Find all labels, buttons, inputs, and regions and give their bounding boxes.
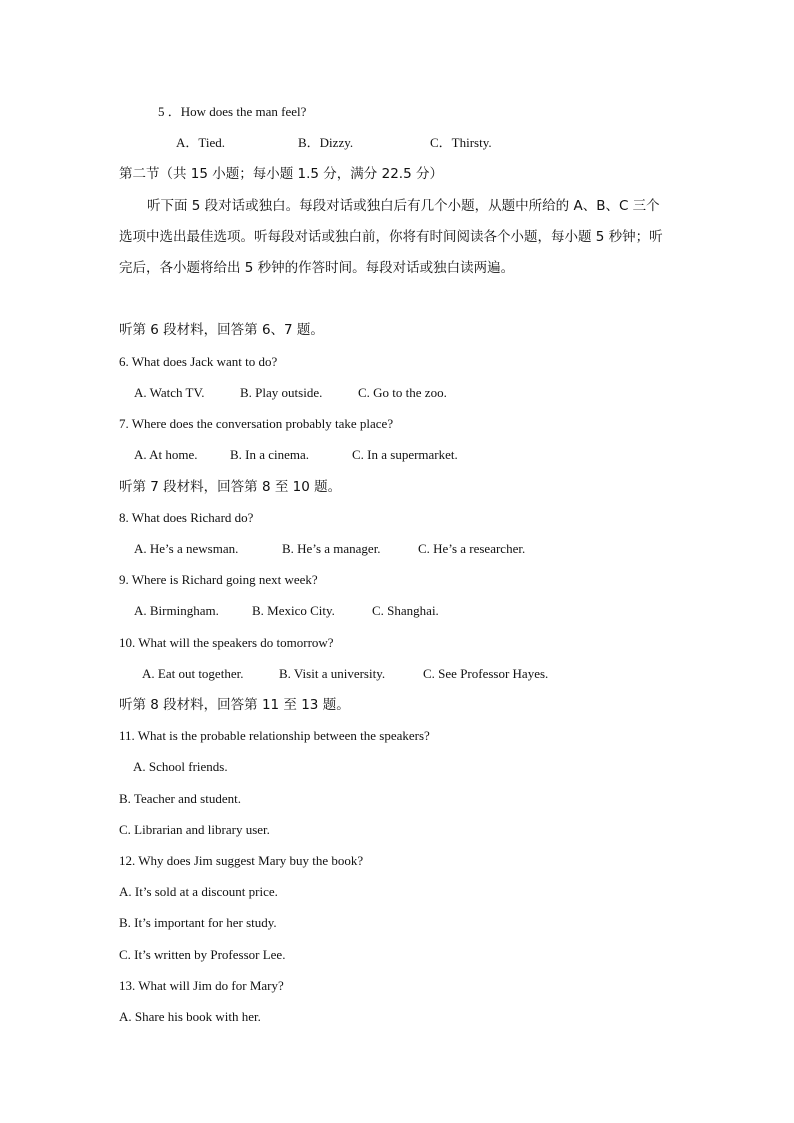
q6-option-b: B. Play outside. [240,385,323,400]
section2-instruction-line-3: 完后，各小题将给出 5 秒钟的作答时间。每段对话或独白读两遍。 [119,260,515,276]
q13-stem: 13. What will Jim do for Mary? [119,978,284,993]
q12-option-a: A. It’s sold at a discount price. [119,884,278,899]
q10-option-a: A. Eat out together. [142,666,244,681]
q12-stem: 12. Why does Jim suggest Mary buy the book? [119,853,364,868]
q6-stem: 6. What does Jack want to do? [119,354,278,369]
q9-stem: 9. Where is Richard going next week? [119,572,318,587]
q10-option-c: C. See Professor Hayes. [423,666,549,681]
q7-stem: 7. Where does the conversation probably take place? [119,416,394,431]
q5-option-b: B．Dizzy. [298,135,354,150]
section2-instruction-line-1: 听下面 5 段对话或独白。每段对话或独白后有几个小题，从题中所给的 A、B、C 三个 [147,198,660,214]
q6-option-c: C. Go to the zoo. [358,385,447,400]
q8-option-c: C. He’s a researcher. [418,541,526,556]
q5-option-a: A．Tied. [176,135,226,150]
q5-stem: 5 ．How does the man feel? [158,104,307,119]
q9-option-c: C. Shanghai. [372,603,439,618]
q5-option-c: C．Thirsty. [430,135,492,150]
q8-option-a: A. He’s a newsman. [134,541,239,556]
q11-option-a: A. School friends. [133,759,228,774]
q7-option-b: B. In a cinema. [230,447,310,462]
q11-option-c: C. Librarian and library user. [119,822,270,837]
material7-header: 听第 7 段材料，回答第 8 至 10 题。 [119,479,342,495]
q11-option-b: B. Teacher and student. [119,791,241,806]
q11-stem: 11. What is the probable relationship between the speakers? [119,728,430,743]
q12-option-c: C. It’s written by Professor Lee. [119,947,286,962]
section2-header: 第二节（共 15 小题；每小题 1.5 分，满分 22.5 分） [119,166,443,182]
q7-option-c: C. In a supermarket. [352,447,458,462]
q9-option-a: A. Birmingham. [134,603,219,618]
q13-option-a: A. Share his book with her. [119,1009,261,1024]
q12-option-b: B. It’s important for her study. [119,915,277,930]
q10-option-b: B. Visit a university. [279,666,386,681]
q9-option-b: B. Mexico City. [252,603,335,618]
q7-option-a: A. At home. [134,447,198,462]
material6-header: 听第 6 段材料，回答第 6、7 题。 [119,322,324,338]
q10-stem: 10. What will the speakers do tomorrow? [119,635,334,650]
q6-option-a: A. Watch TV. [134,385,205,400]
q8-stem: 8. What does Richard do? [119,510,254,525]
q8-option-b: B. He’s a manager. [282,541,381,556]
material8-header: 听第 8 段材料，回答第 11 至 13 题。 [119,697,350,713]
section2-instruction-line-2: 选项中选出最佳选项。听每段对话或独白前，你将有时间阅读各个小题，每小题 5 秒钟；听 [119,229,663,245]
